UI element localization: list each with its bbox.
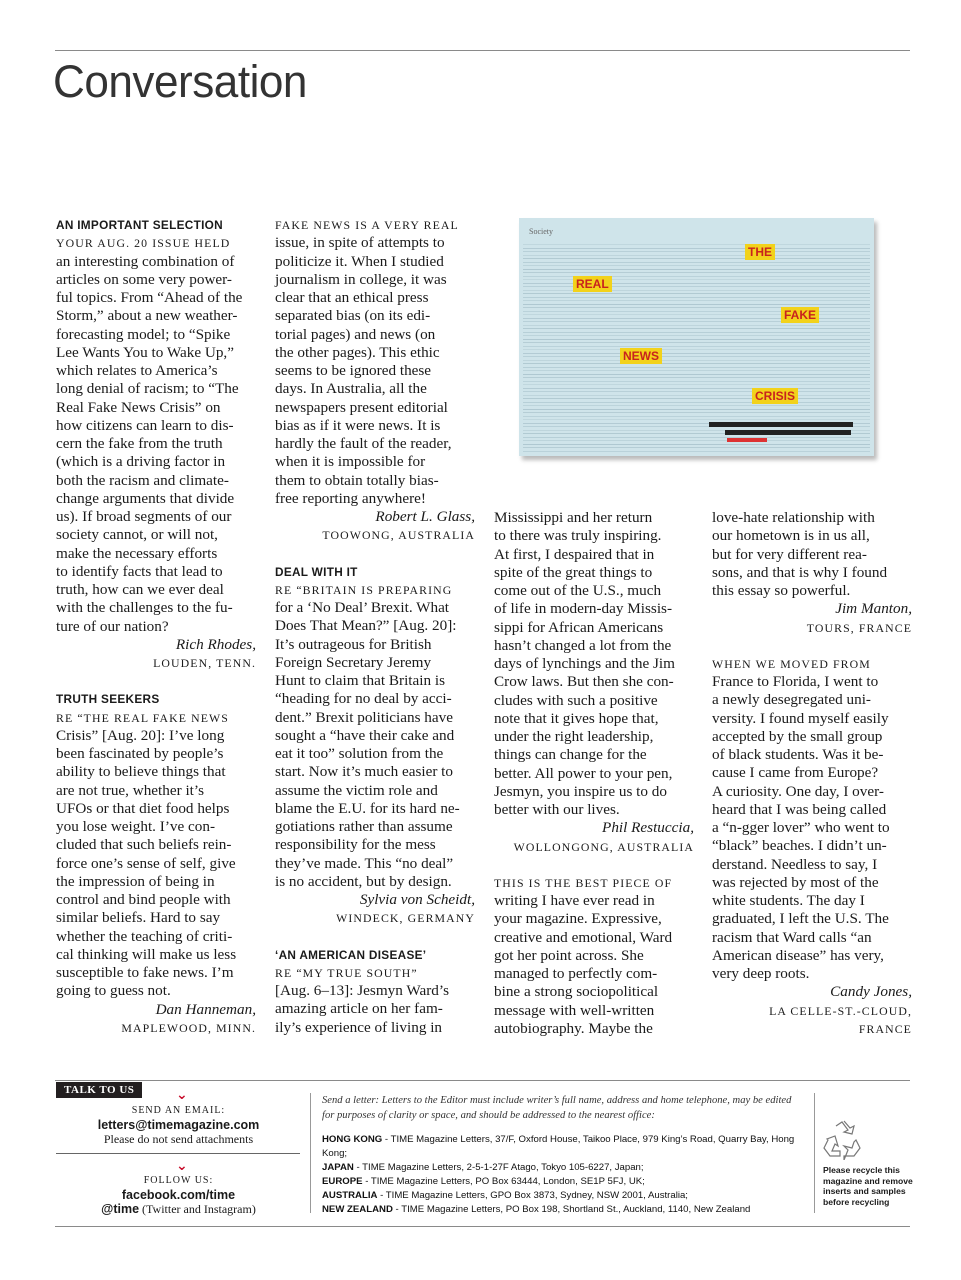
letter xyxy=(275,216,475,545)
letter-body: Mississippi and her return to there was truly inspiring. At first, I despaired that in spite of the great things to come out of the U.S., much of life in modern-day Missis- sippi for African Americans hasn’t changed a lot from the days of lynchings and the Jim Crow laws. But then she con- cludes with such a positive note that it gives hope that, under the right leadership, things can change for the better. All power to your pen, Jesmyn, you inspire us to do better with our lives. xyxy=(494,509,675,818)
letter-author: Dan Hanneman, xyxy=(155,1000,256,1018)
letter xyxy=(275,563,475,928)
letter-lead: RE “THE REAL FAKE NEWS xyxy=(56,710,229,725)
artwork-text-line xyxy=(523,440,870,441)
office-new-zealand: NEW ZEALAND - TIME Magazine Letters, PO Box 198, Shortland St., Auckland, 1140, New Zealand xyxy=(322,1204,751,1215)
artwork-subhead xyxy=(725,430,851,435)
artwork-text-line xyxy=(523,349,870,350)
follow-block xyxy=(56,1174,301,1216)
letter-location: TOOWONG, AUSTRALIA xyxy=(322,528,475,543)
artwork-text-line xyxy=(523,304,870,305)
recycle-note: Please recycle this magazine and remove inserts and samples before recycling xyxy=(823,1165,913,1207)
chevron-down-icon: ⌄ xyxy=(176,1158,188,1174)
letter-heading: AN IMPORTANT SELECTION xyxy=(56,218,223,232)
letter-body: for a ‘No Deal’ Brexit. What Does That Mean?” [Aug. 20]: It’s outrageous for British Foreign Secretary Jeremy Hunt to claim that Britain is “heading for no deal by acci- dent.” Brexit politicians have sought a “have their cake and eat it too” solution from the start. Now it’s much easier to assume the victim role and blame the E.U. for its hard ne- gotiations rather than assume responsibility for the mess they’ve made. This “no deal” is no accident, but by design. xyxy=(275,599,460,890)
artwork-text-line xyxy=(523,346,870,347)
artwork-text-line xyxy=(523,360,870,361)
footer-vertical-divider xyxy=(814,1093,815,1213)
letter xyxy=(712,655,912,1038)
artwork-word: FAKE xyxy=(781,307,819,323)
artwork-text-line xyxy=(523,265,870,266)
artwork-text-line xyxy=(523,405,870,406)
artwork-text-line xyxy=(523,374,870,375)
letter-author: Candy Jones, xyxy=(830,983,912,1001)
artwork-text-line xyxy=(523,293,870,294)
footer-bottom-rule xyxy=(55,1226,910,1227)
artwork-text-line xyxy=(523,353,870,354)
letter-location: LA CELLE-ST.-CLOUD, FRANCE xyxy=(769,1003,912,1036)
letter-body: writing I have ever read in your magazine. Expressive, creative and emotional, Ward got her point across. She managed to perfectly com- bine a strong sociopolitical message with well-written autobiography. Maybe the xyxy=(494,892,673,1037)
letter-body: an interesting combination of articles on some very power- ful topics. From “Ahead of the Storm,” about a new weather- forecasting model; to “Spike Lee Wants You to Wake Up,” which relates to America’s long denial of racism; to “The Real Fake News Crisis” on how citizens can learn to dis- cern the fake from the truth (which is a driving factor in both the racism and climate- change arguments that divide us). If broad segments of our society cannot, or will not, make the necessary efforts to identify facts that lead to truth, how can we ever deal with the challenges to the fu- ture of our nation? xyxy=(56,252,243,635)
artwork-text-line xyxy=(523,444,870,445)
artwork-text-line xyxy=(523,297,870,298)
artwork-text-line xyxy=(523,363,870,364)
letter xyxy=(56,216,256,672)
follow-label: FOLLOW US: xyxy=(143,1175,214,1186)
letter-location: WOLLONGONG, AUSTRALIA xyxy=(513,839,694,854)
email-link[interactable]: letters@timemagazine.com xyxy=(97,1118,260,1132)
talk-to-us-label: TALK TO US xyxy=(56,1082,142,1098)
artwork-text-line xyxy=(523,384,870,385)
email-block xyxy=(56,1104,301,1146)
letter-heading: ‘AN AMERICAN DISEASE’ xyxy=(275,947,427,962)
letter-lead: RE “BRITAIN IS PREPARING xyxy=(275,582,453,597)
artwork-text-line xyxy=(523,377,870,378)
artwork-text-line xyxy=(523,419,870,420)
letter-author: Rich Rhodes, xyxy=(175,635,256,653)
column-2 xyxy=(275,216,475,1037)
twitter-link[interactable]: @time xyxy=(101,1202,140,1216)
letter-heading: TRUTH SEEKERS xyxy=(56,692,160,707)
page-title: Conversation xyxy=(53,56,307,107)
facebook-link[interactable]: facebook.com/time xyxy=(121,1188,236,1202)
artwork-text-line xyxy=(523,402,870,403)
artwork-text-line xyxy=(523,412,870,413)
letter-body: love-hate relationship with our hometown is in us all, but for very different rea- sons, and that is why I found this essay so powerful. xyxy=(712,509,888,599)
artwork-text-line xyxy=(523,339,870,340)
letter-author: Jim Manton, xyxy=(835,600,912,618)
artwork-text-line xyxy=(523,335,870,336)
artwork-text-line xyxy=(523,342,870,343)
top-rule xyxy=(55,50,910,51)
artwork-text-line xyxy=(523,437,870,438)
letter-lead: WHEN WE MOVED FROM xyxy=(712,656,871,671)
office-japan: JAPAN - TIME Magazine Letters, 2-5-1-27F Atago, Tokyo 105-6227, Japan; xyxy=(322,1162,644,1173)
letter xyxy=(494,509,694,856)
footer-vertical-divider xyxy=(310,1093,311,1213)
letter-location: WINDECK, GERMANY xyxy=(336,911,475,926)
letter-lead: THIS IS THE BEST PIECE OF xyxy=(494,875,673,890)
artwork-text-line xyxy=(523,416,870,417)
column-3 xyxy=(494,509,694,1038)
artwork-byline xyxy=(727,438,767,442)
artwork-text-line xyxy=(523,370,870,371)
letter-location: TOURS, FRANCE xyxy=(806,620,912,635)
artwork-text-line xyxy=(523,398,870,399)
column-4 xyxy=(712,509,912,1038)
letter-body: issue, in spite of attempts to politicize it. When I studied journalism in college, it was clear that an ethical press separated bias (on its edi- torial pages) and news (on the other pages). This ethic seems to be ignored these days. In Australia, all the newspapers present editorial bias as if it were news. It is hardly the fault of the reader, when it is impossible for them to obtain totally bias- free reporting anywhere! xyxy=(275,234,452,507)
artwork-text-line xyxy=(523,258,870,259)
letter-author: Phil Restuccia, xyxy=(602,819,694,837)
letter-lead: FAKE NEWS IS A VERY REAL xyxy=(275,218,459,232)
artwork-text-line xyxy=(523,447,870,448)
twitter-note: (Twitter and Instagram) xyxy=(142,1202,256,1216)
artwork-word: NEWS xyxy=(620,348,662,364)
letter-body: [Aug. 6–13]: Jesmyn Ward’s amazing article on her fam- ily’s experience of living in xyxy=(275,982,449,1036)
artwork-text-line xyxy=(523,332,870,333)
letter-heading: DEAL WITH IT xyxy=(275,564,358,579)
office-hong-kong: HONG KONG - TIME Magazine Letters, 37/F, Oxford House, Taikoo Place, 979 King’s Road, Quarry Bay, Hong Kong; xyxy=(322,1134,795,1159)
letter xyxy=(712,509,912,637)
artwork-text-line xyxy=(523,300,870,301)
letter-location: LOUDEN, TENN. xyxy=(153,656,256,670)
artwork-text-line xyxy=(523,251,870,252)
artwork-text-line xyxy=(523,388,870,389)
artwork-text-line xyxy=(523,248,870,249)
column-1 xyxy=(56,216,256,1037)
footer-divider xyxy=(56,1153,300,1154)
letters-instructions: Send a letter: Letters to the Editor must include writer’s full name, address and home telephone, may be edited for purposes of clarity or space, and should be addressed to the nearest office: xyxy=(322,1095,792,1121)
artwork-subhead xyxy=(709,422,853,427)
artwork-text-line xyxy=(523,325,870,326)
artwork-word: CRISIS xyxy=(752,388,798,404)
artwork-text-line xyxy=(523,356,870,357)
artwork-text-line xyxy=(523,255,870,256)
artwork-text-line xyxy=(523,451,870,452)
chevron-down-icon: ⌄ xyxy=(176,1087,188,1103)
artwork-text-line xyxy=(523,391,870,392)
letter xyxy=(56,690,256,1037)
office-addresses xyxy=(322,1133,812,1217)
artwork-text-line xyxy=(523,328,870,329)
artwork-word: THE xyxy=(745,244,775,260)
artwork-text-line xyxy=(523,395,870,396)
letter-lead: RE “MY TRUE SOUTH” xyxy=(275,965,418,980)
artwork-text-line xyxy=(523,272,870,273)
artwork-text-line xyxy=(523,244,870,245)
footer-top-rule xyxy=(55,1080,910,1081)
office-europe: EUROPE - TIME Magazine Letters, PO Box 63444, London, SE1P 5FJ, UK; xyxy=(322,1176,645,1187)
letter-location: MAPLEWOOD, MINN. xyxy=(121,1020,256,1035)
article-thumbnail-image xyxy=(519,218,874,456)
letter-author: Sylvia von Scheidt, xyxy=(359,891,475,908)
office-australia: AUSTRALIA - TIME Magazine Letters, GPO Box 3873, Sydney, NSW 2001, Australia; xyxy=(322,1190,688,1201)
email-note: Please do not send attachments xyxy=(103,1132,254,1146)
letter xyxy=(275,946,475,1037)
letter-author: Robert L. Glass, xyxy=(375,508,475,525)
artwork-word: REAL xyxy=(573,276,612,292)
artwork-text-line xyxy=(523,367,870,368)
letter-body: France to Florida, I went to a newly desegregated uni- versity. I found myself easily accepted by the small group of black students. Was it be- cause I came from Europe? A curiosity. One day, I over- heard that I was being called a “n-gger lover” who went to “black” beaches. I didn’t un- derstand. Needless to say, I was rejected by most of the white students. The day I graduated, I left the U.S. The racism that Ward calls “an American disease” has very, very deep roots. xyxy=(712,673,890,982)
email-label: SEND AN EMAIL: xyxy=(131,1105,226,1116)
artwork-text-line xyxy=(523,262,870,263)
artwork-text-line xyxy=(523,409,870,410)
artwork-section-label: Society xyxy=(529,227,553,236)
letter-lead: YOUR AUG. 20 ISSUE HELD xyxy=(56,236,231,251)
letter-body: Crisis” [Aug. 20]: I’ve long been fascinated by people’s ability to believe things that are not true, whether it’s UFOs or that diet food helps you lose weight. I’ve con- cluded that such beliefs rein- force one’s sense of self, give the impression of being in control and bind people with similar beliefs. Hard to say whether the teaching of criti- cal thinking will make us less susceptible to fake news. I’m going to guess not. xyxy=(56,726,237,1000)
letter xyxy=(494,874,694,1038)
artwork-text-line xyxy=(523,381,870,382)
artwork-text-line xyxy=(523,269,870,270)
recycle-icon xyxy=(822,1120,862,1160)
